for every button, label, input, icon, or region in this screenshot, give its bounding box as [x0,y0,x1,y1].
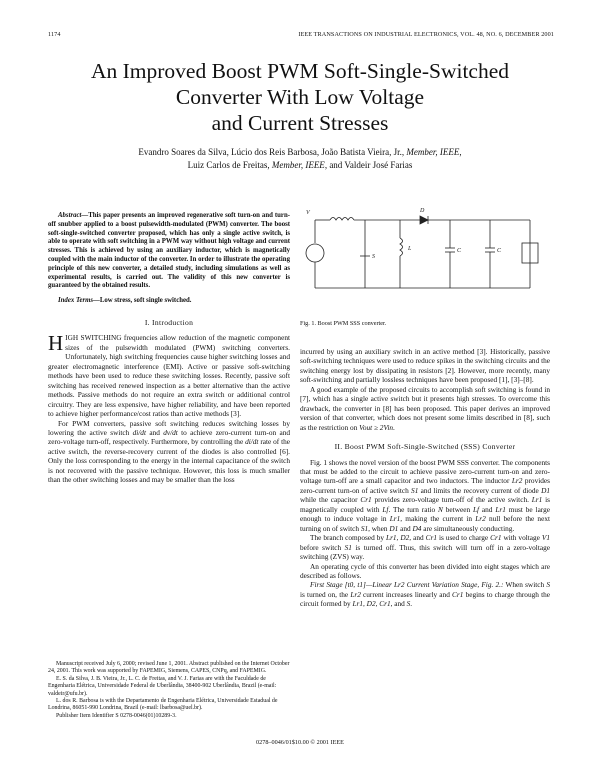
math-run: D4 [412,523,422,533]
math-run: S1 [360,523,369,533]
text-run: provides zero-current turn-on of active switch [300,476,550,495]
text-run: is magnetically coupled with [300,495,550,514]
left-column [48,212,290,485]
label-s1: S [372,254,375,260]
dropcap: H [48,331,64,356]
text-run: rate of the active switch, the reverse-recovery current of the diodes is also controlled [6]. Only the loss corresponding to the energy in the internal capacitance of the switch is not recovered with the passive technique. However, this loss is much smaller than the other switching losses and may be smaller than the loss [48,437,291,485]
text-run: to achieve zero-current turn-on and zero-voltage turn-off, respectively. Furthermore, by controlling the [48,427,290,447]
text-run: When switch [503,580,547,590]
intro-paragraph-3: incurred by using an auxiliary switch in an active method [3]. Historically, passive soft-switching techniques were used to reduce spikes in the switching circuits and the switching energy lost by dissipating in resistors [2]. However, more recently, many soft-switching and partially lossless techniques have been proposed [1], [3]–[8]. [300,347,550,385]
abstract-text: This paper presents an improved regenerative soft turn-on and turn-off snubber applied to a boost pulsewidth-modulated (PWM) converter. The boost soft-single-switched converter proposed, which has only a single active switch, is able to operate with soft switching in a PWM way without high voltage and current stresses. This is achieved by using an auxiliary inductor, which is magnetically coupled with the main inductor of the converter. In order to illustrate the operating principle of this new converter, a detailed study, including simulations as well as experimental results, is carried out. The validity of this new converter is guaranteed by the obtained results. [48,212,290,290]
math-run: V1 [541,533,550,543]
text-run: For PWM converters, passive soft switching reduces switching losses by lowering the active switch [48,418,290,437]
math-run: Lr1, D2 [386,533,410,543]
text-run: A good example of the proposed circuits to accomplish soft switching is found in [7], which has a single active switch but it presents high stresses. To overcome this drawback, the converter in [8] has been proposed. This paper derives an improved version of that converter, which does not present some limits described in [8], such as the restriction on [300,384,550,432]
footnote-affiliation-1: E. S. da Silva, J. B. Vieira, Jr., L. C. de Freitas, and V. J. Farias are with the Faculdade de Engenharia Elétrica, Universidade Federal de Uberlândia, 38400-902 Uberlândia, Brazil (e-mail: valdeir@ufu.br). [48,675,277,697]
footnote-affiliation-2: L. dos R. Barbosa is with the Departamento de Engenharia Elétrica, Universidade Estadual de Londrina, 86051-990 Londrina, Brazil (e-mail: lbarbosa@uel.br). [48,698,278,712]
math-run: Lr2 [475,514,486,524]
text-run: . [393,422,395,432]
label-lr2: L [408,246,412,252]
intro-paragraph-4 [300,385,550,432]
author-line-2 [60,159,540,172]
section-1-title: I. Introduction [144,317,194,327]
text-run: must be large enough to induce voltage in [300,504,550,524]
math-run: S1 [344,542,352,552]
math-run: Lr1 [495,504,506,514]
right-column [300,347,550,609]
title-line-2: Converter With Low Voltage [175,85,425,109]
math-run: Lf [472,504,480,514]
author-names-2: Luiz Carlos de Freitas, [187,159,272,170]
index-terms-label: Index Terms— [58,297,100,305]
author-affil-1: Member, IEEE [406,147,460,157]
figure-1-schematic [300,198,550,313]
math-run: N [438,504,443,514]
intro-paragraph-2 [48,419,290,485]
text-run: The branch composed by [310,533,387,543]
text-run: provides zero-voltage turn-off of the active switch. [371,495,532,505]
text-run: . [410,599,413,609]
text-run: , and [409,533,426,543]
math-run: Lr1, D2, Cr1 [352,599,391,609]
math-run: S1 [411,485,419,495]
section-2-paragraph-1 [300,458,550,534]
math-run: S [546,580,550,590]
author-affil-2: Member, IEEE [271,159,325,170]
footnote-manuscript: Manuscript received July 6, 2000; revised June 1, 2001. Abstract published on the Internet October 24, 2001. This work was supported by FAPEMIG, Siemens, CAPES, CNPq, and FAPEMIG. [48,661,290,675]
text-run: between [442,504,473,514]
math-run: dv/dt [163,427,178,437]
math-run: Lr1 [531,495,543,505]
paper-title [40,58,560,136]
stage-heading: First Stage [t0, t1]—Linear Lr2 Current Variation Stage, Fig. 2.: [310,580,504,590]
text-run: and [479,504,496,514]
text-run: are simultaneously conducting. [421,523,515,533]
text-run: null before the next turning on of switch [300,514,550,533]
text-run: while the capacitor [300,495,361,505]
text-run: is turned on, the [300,589,351,599]
math-run: Lr2 [350,589,361,599]
text-run: before switch [300,542,345,552]
figure-caption: Fig. 1. Boost PWM SSS converter. [300,320,387,327]
math-run: D1 [389,523,399,533]
text-run: , when [368,523,390,533]
intro-p1-text: IGH SWITCHING frequencies allow reduction of the magnetic component sizes of the pulsewidth modulated (PWM) switching converters. Unfortunately, high switching frequencies cause higher switching losses and greater electromagnetic interference (EMI). Active or passive soft-switching methods have been used to reduce these switching losses. Recently, passive soft switching has received renewed inspection as a better alternative than the active methods. Passive methods do not require an extra switch or additional control circuitry. They are less expensive, have higher reliability, and have been reported to achieve higher performance/cost ratios than active methods [3]. [48,333,290,419]
math-run: Lr1 [389,514,401,524]
label-vin: V [306,210,310,216]
math-run: Vout ≥ 2Vin [359,422,394,432]
footer-copyright: 0278–0046/01$10.00 © 2001 IEEE [256,739,344,746]
math-run: di/dt [132,427,146,437]
math-run: di/dt [245,437,259,447]
abstract-label: Abstract— [58,212,89,219]
author-list [60,146,540,171]
label-d1: D [420,208,425,214]
label-co: C [497,248,502,254]
text-run: is used to charge [436,533,491,543]
text-run: and [146,427,164,437]
math-run: D1 [541,485,550,495]
journal-header: IEEE TRANSACTIONS ON INDUSTRIAL ELECTRONICS, VOL. 48, NO. 6, DECEMBER 2001 [298,31,554,38]
author-names-3: , and Valdeir José Farias [324,159,413,170]
author-sep-1: , [459,147,462,157]
math-run: Cr1 [360,495,372,505]
text-run: , and [390,599,407,609]
label-cr1: C [457,248,462,254]
text-run: Fig. 1 shows the novel version of the boost PWM SSS converter. The components that must be added to the circuit to achieve passive zero-current turn-on and zero-voltage turn-off are a small capacitor and two inductors. The inductor [300,457,550,486]
math-run: Lr2 [511,476,523,486]
text-run: is turned off. Thus, this switch will turn off in a zero-voltage switching (ZVS) way. [300,542,550,562]
text-run: . The turn ratio [388,504,439,514]
index-terms-text: Low stress, soft single switched. [99,297,192,305]
author-line-1 [60,146,540,159]
text-run: and limits the recovery current of diode [418,485,542,495]
title-line-3: and Current Stresses [211,111,389,135]
section-2-paragraph-2 [300,533,550,561]
text-run: current increases linearly and [360,589,453,599]
footnote [48,661,290,720]
page-number: 1174 [48,31,61,38]
text-run: begins to charge through the circuit formed by [300,589,550,609]
intro-paragraph-1 [48,333,290,418]
math-run: S [406,599,411,609]
math-run: Cr1 [425,533,437,543]
section-2-paragraph-4 [300,580,550,608]
schematic-wires [306,216,538,288]
text-run: with voltage [501,533,542,543]
text-run: and [398,523,413,533]
author-names-1: Evandro Soares da Silva, Lúcio dos Reis Barbosa, João Batista Vieira, Jr., [138,147,407,157]
math-run: Lf [382,504,389,514]
text-run: , making the current in [400,514,476,524]
abstract [48,212,290,291]
index-terms [48,297,290,306]
section-2-title: II. Boost PWM Soft-Single-Switched (SSS) Converter [334,442,516,452]
title-line-1: An Improved Boost PWM Soft-Single-Switched [90,59,510,83]
section-2-paragraph-3: An operating cycle of this converter has been divided into eight stages which are described as follows. [300,561,550,580]
footnote-identifier: Publisher Item Identifier S 0278-0046(01)10289-3. [56,712,177,719]
math-run: Cr1 [452,589,464,599]
math-run: Cr1 [490,533,502,543]
